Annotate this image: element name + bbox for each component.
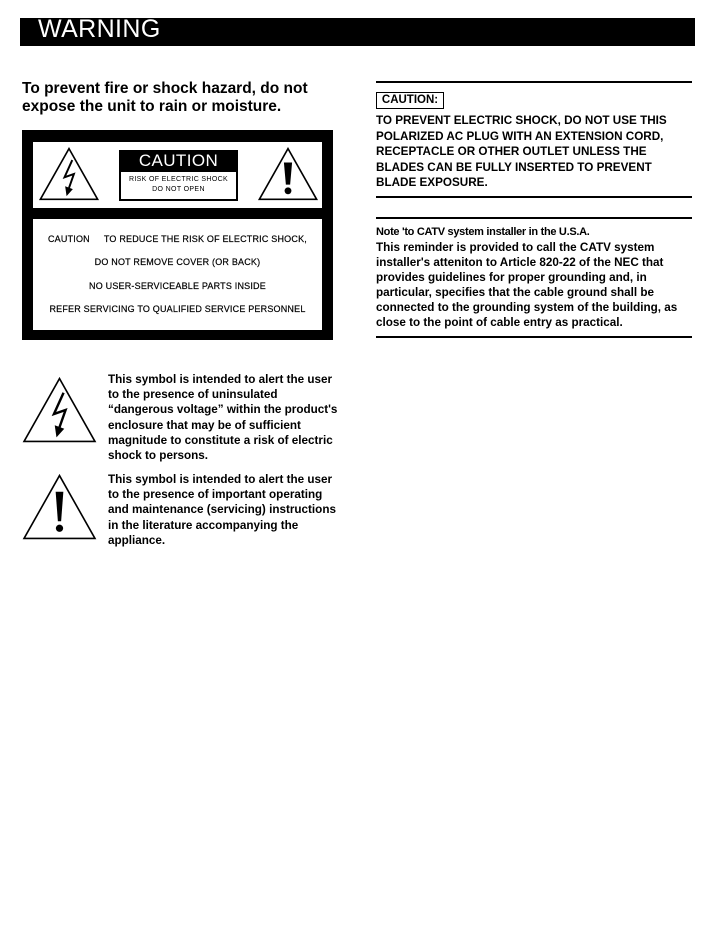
caution-label-top-panel — [33, 142, 322, 208]
explanation-line: shock to persons. — [108, 449, 209, 463]
lightning-bolt-arrowhead — [65, 186, 73, 196]
caution-sign-subtext — [121, 172, 236, 199]
caution-sign-title: CAUTION — [138, 151, 219, 170]
lightning-bolt-arrowhead — [55, 425, 65, 437]
plug-caution-line: TO PREVENT ELECTRIC SHOCK, DO NOT USE THIS — [376, 114, 667, 127]
explanation-line: to the presence of important operating — [108, 488, 323, 502]
caution-sign — [119, 150, 238, 201]
catv-note-line: This reminder is provided to call the CATV system — [376, 240, 655, 254]
dangerous-voltage-explanation — [108, 372, 337, 463]
catv-installer-note — [376, 225, 677, 330]
divider-rule — [376, 196, 692, 198]
exclamation-mark-dot — [56, 525, 63, 532]
caution-instruction-line: NO USER-SERVICEABLE PARTS INSIDE — [89, 280, 266, 291]
plug-caution-line: RECEPTACLE OR OTHER OUTLET UNLESS THE — [376, 145, 647, 158]
caution-sign-subtext-line: DO NOT OPEN — [152, 186, 205, 193]
plug-caution-text — [376, 113, 667, 191]
caution-instruction-line — [33, 228, 322, 251]
lightning-triangle-graphic — [22, 376, 97, 444]
exclamation-mark-dot — [285, 187, 292, 194]
lightning-triangle-icon — [38, 147, 100, 201]
caution-label-bottom-panel — [33, 219, 322, 330]
exclamation-triangle-graphic — [22, 473, 97, 541]
catv-note-line: close to the point of cable entry as practical. — [376, 315, 623, 329]
explanation-line: and maintenance (servicing) instructions — [108, 503, 336, 517]
catv-note-line: provides guidelines for proper grounding and, in — [376, 270, 647, 284]
explanation-line: “dangerous voltage” within the product's — [108, 403, 338, 417]
divider-rule — [376, 217, 692, 219]
warning-banner — [20, 18, 695, 46]
caution-lead-word: CAUTION — [47, 234, 90, 244]
hazard-notice-line: To prevent fire or shock hazard, do not — [22, 80, 308, 97]
explanation-line: to the presence of uninsulated — [108, 388, 278, 402]
catv-note-line: particular, specifies that the cable ground shall be — [376, 285, 654, 299]
explanation-line: magnitude to constitute a risk of electric — [108, 433, 333, 447]
caution-label-box — [22, 130, 333, 340]
caution-sign-subtext-line: RISK OF ELECTRIC SHOCK — [128, 176, 229, 183]
important-instructions-explanation — [108, 472, 336, 548]
lightning-bolt — [65, 160, 74, 188]
exclamation-mark-bar — [284, 163, 292, 185]
lightning-triangle-icon — [22, 376, 97, 444]
catv-note-line: installer's atteniton to Article 820-22 of the NEC that — [376, 255, 664, 269]
plug-caution-line: BLADE EXPOSURE. — [376, 176, 488, 189]
hazard-notice-line: expose the unit to rain or moisture. — [22, 98, 282, 115]
lightning-triangle-graphic — [38, 147, 100, 201]
plug-caution-line: BLADES CAN BE FULLY INSERTED TO PREVENT — [376, 160, 652, 174]
lightning-bolt — [54, 393, 66, 427]
exclamation-triangle-icon — [256, 147, 320, 201]
explanation-line: This symbol is intended to alert the user — [108, 473, 333, 486]
exclamation-triangle-graphic — [256, 147, 320, 201]
caution-instruction-text: TO REDUCE THE RISK OF ELECTRIC SHOCK, — [103, 234, 307, 244]
caution-instruction-line: DO NOT REMOVE COVER (OR BACK) — [94, 257, 261, 268]
plug-caution-line: POLARIZED AC PLUG WITH AN EXTENSION CORD, — [376, 129, 664, 143]
explanation-line: appliance. — [108, 533, 166, 547]
warning-title: WARNING — [38, 18, 161, 43]
explanation-line: This symbol is intended to alert the user — [108, 373, 333, 386]
explanation-line: enclosure that may be of sufficient — [108, 418, 301, 432]
explanation-line: in the literature accompanying the — [108, 518, 299, 532]
caution-instruction-line: REFER SERVICING TO QUALIFIED SERVICE PERSONNEL — [49, 303, 306, 314]
catv-note-heading: Note 'to CATV system installer in the U.S.A. — [376, 225, 590, 238]
hazard-notice — [22, 80, 308, 116]
exclamation-mark-bar — [56, 492, 64, 521]
divider-rule — [376, 81, 692, 83]
catv-note-line: connected to the grounding system of the building, as — [376, 300, 678, 314]
plug-caution-label: CAUTION: — [376, 92, 444, 109]
divider-rule — [376, 336, 692, 338]
exclamation-triangle-icon — [22, 473, 97, 541]
